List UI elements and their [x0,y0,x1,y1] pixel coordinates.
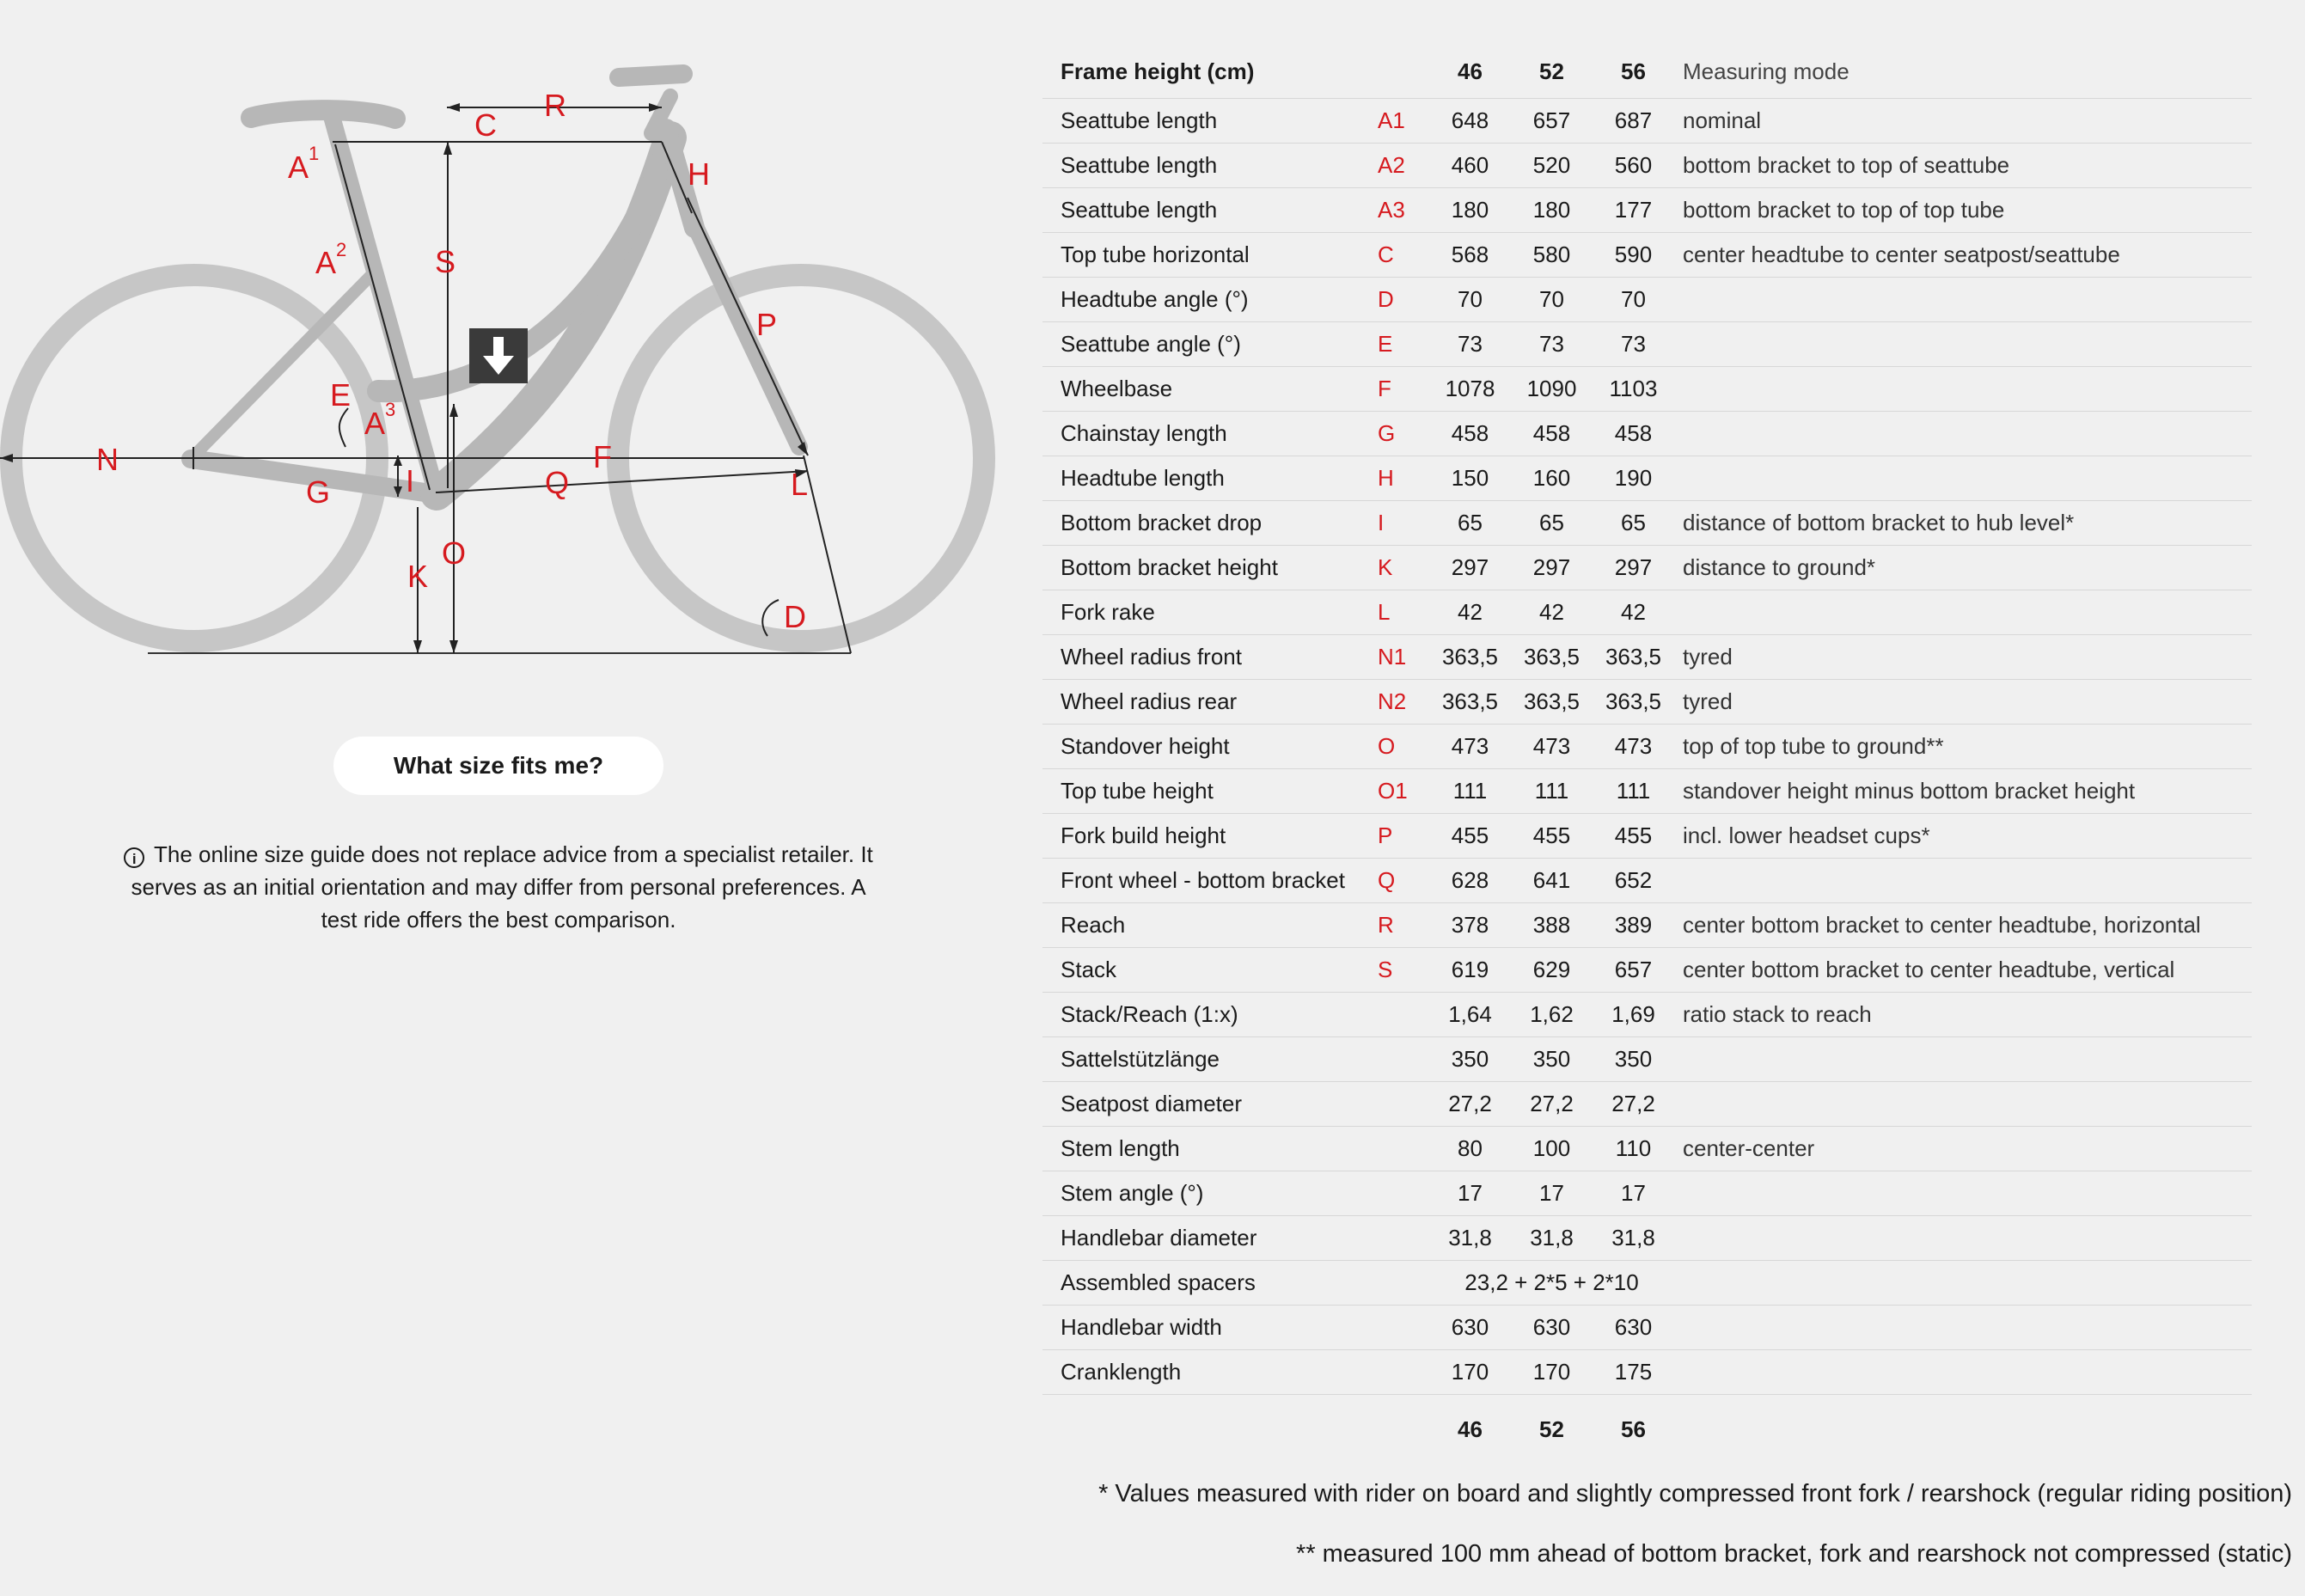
row-code: A1 [1378,99,1429,144]
row-value-56: 630 [1593,1306,1674,1350]
row-value-56: 458 [1593,412,1674,456]
row-value-56: 73 [1593,322,1674,367]
row-value-56: 31,8 [1593,1216,1674,1261]
label-A1: A [288,150,309,185]
table-row [1042,1350,2252,1395]
row-name: Bottom bracket drop [1042,501,1378,546]
label-R: R [544,88,566,123]
row-value-52: 1090 [1511,367,1593,412]
label-E: E [330,377,352,413]
row-code: O1 [1378,769,1429,814]
row-value-52: 42 [1511,590,1593,635]
row-value-46: 17 [1429,1171,1511,1216]
row-value-52: 100 [1511,1127,1593,1171]
header-size-46: 46 [1429,45,1511,99]
header-size-56: 56 [1593,45,1674,99]
row-value-46: 628 [1429,859,1511,903]
row-code [1378,1216,1429,1261]
row-value-52: 70 [1511,278,1593,322]
row-value-46: 458 [1429,412,1511,456]
table-row [1042,1216,2252,1261]
row-value-52: 17 [1511,1171,1593,1216]
row-code: F [1378,367,1429,412]
row-measuring-mode [1674,590,2252,635]
row-measuring-mode: ratio stack to reach [1674,993,2252,1037]
row-measuring-mode [1674,1171,2252,1216]
disclaimer [120,838,877,936]
table-row [1042,1037,2252,1082]
row-code: O [1378,725,1429,769]
row-value-52: 31,8 [1511,1216,1593,1261]
row-value-46: 378 [1429,903,1511,948]
table-row [1042,1306,2252,1350]
footer-size-56: 56 [1621,1416,1646,1442]
diagram-labels [96,88,808,634]
row-value-46: 42 [1429,590,1511,635]
row-value-56: 70 [1593,278,1674,322]
row-value-46: 80 [1429,1127,1511,1171]
row-value-52: 73 [1511,322,1593,367]
row-value-52: 180 [1511,188,1593,233]
row-name: Seattube angle (°) [1042,322,1378,367]
label-F: F [593,439,612,474]
row-name: Fork build height [1042,814,1378,859]
row-code: E [1378,322,1429,367]
label-O: O [442,535,467,571]
row-measuring-mode: distance to ground* [1674,546,2252,590]
row-value-46: 648 [1429,99,1511,144]
row-measuring-mode: center bottom bracket to center headtube, vertical [1674,948,2252,993]
row-code [1378,1127,1429,1171]
row-code: P [1378,814,1429,859]
row-measuring-mode [1674,456,2252,501]
footer-size-52: 52 [1539,1416,1564,1442]
row-name: Front wheel - bottom bracket [1042,859,1378,903]
row-value-52: 657 [1511,99,1593,144]
row-measuring-mode: bottom bracket to top of top tube [1674,188,2252,233]
row-value-56: 177 [1593,188,1674,233]
row-value-46: 31,8 [1429,1216,1511,1261]
row-measuring-mode: nominal [1674,99,2252,144]
saddle [251,110,395,119]
table-row [1042,546,2252,590]
table-row [1042,769,2252,814]
row-value-56: 111 [1593,769,1674,814]
row-measuring-mode: tyred [1674,635,2252,680]
row-name: Bottom bracket height [1042,546,1378,590]
row-value-52: 297 [1511,546,1593,590]
row-code: C [1378,233,1429,278]
table-row [1042,456,2252,501]
row-code [1378,1350,1429,1395]
row-measuring-mode: standover height minus bottom bracket height [1674,769,2252,814]
table-row [1042,590,2252,635]
header-frame-height: Frame height (cm) [1042,45,1378,99]
row-value-52: 641 [1511,859,1593,903]
row-value-46: 568 [1429,233,1511,278]
row-code: N1 [1378,635,1429,680]
header-measuring-mode: Measuring mode [1674,45,2252,99]
row-value-56: 190 [1593,456,1674,501]
row-value-46: 619 [1429,948,1511,993]
row-value-52: 363,5 [1511,680,1593,725]
label-C: C [474,107,497,143]
row-name: Wheelbase [1042,367,1378,412]
row-value-56: 297 [1593,546,1674,590]
row-code: H [1378,456,1429,501]
row-value-46: 73 [1429,322,1511,367]
what-size-fits-me-button[interactable]: What size fits me? [333,737,663,795]
footnote-rider-on-board: * Values measured with rider on board and slightly compressed front fork / rearshock (regular riding position) [1098,1480,2292,1507]
row-value-56: 65 [1593,501,1674,546]
row-measuring-mode [1674,859,2252,903]
row-value-46: 150 [1429,456,1511,501]
row-measuring-mode [1674,367,2252,412]
row-name: Reach [1042,903,1378,948]
row-value-52: 630 [1511,1306,1593,1350]
row-code: G [1378,412,1429,456]
row-value-46: 70 [1429,278,1511,322]
row-value-52: 27,2 [1511,1082,1593,1127]
row-value-56: 657 [1593,948,1674,993]
table-row [1042,948,2252,993]
row-measuring-mode [1674,1350,2252,1395]
row-value-56: 590 [1593,233,1674,278]
table-footer-row [1042,1395,2252,1465]
row-name: Wheel radius front [1042,635,1378,680]
footnote-static-measure: ** measured 100 mm ahead of bottom bracket, fork and rearshock not compressed (static) [1296,1540,2292,1568]
row-name: Stack/Reach (1:x) [1042,993,1378,1037]
row-measuring-mode [1674,322,2252,367]
table-row [1042,993,2252,1037]
label-K: K [407,559,429,594]
row-name: Sattelstützlänge [1042,1037,1378,1082]
table-row [1042,322,2252,367]
row-value-46: 297 [1429,546,1511,590]
table-row [1042,144,2252,188]
row-name: Handlebar width [1042,1306,1378,1350]
label-S: S [435,244,456,279]
row-value-52: 455 [1511,814,1593,859]
table-row [1042,903,2252,948]
row-value-46: 27,2 [1429,1082,1511,1127]
footer-size-46: 46 [1458,1416,1483,1442]
row-name: Handlebar diameter [1042,1216,1378,1261]
row-code: A2 [1378,144,1429,188]
row-value-46: 111 [1429,769,1511,814]
disclaimer-text: The online size guide does not replace advice from a specialist retailer. It serves as an initial orientation and may differ from personal preferences. A test ride offers the best comparison. [131,841,873,933]
down-arrow-icon [469,328,528,383]
row-code: N2 [1378,680,1429,725]
row-value-52: 160 [1511,456,1593,501]
row-code: L [1378,590,1429,635]
table-row [1042,814,2252,859]
header-code [1378,45,1429,99]
row-name: Assembled spacers [1042,1261,1378,1306]
row-value-56: 42 [1593,590,1674,635]
row-value-56: 1,69 [1593,993,1674,1037]
label-P: P [756,307,778,342]
label-L: L [791,467,809,502]
row-code [1378,1171,1429,1216]
table-row [1042,278,2252,322]
row-value-56: 110 [1593,1127,1674,1171]
row-name: Seattube length [1042,99,1378,144]
row-value-56: 1103 [1593,367,1674,412]
row-value-46: 65 [1429,501,1511,546]
row-measuring-mode: center bottom bracket to center headtube, horizontal [1674,903,2252,948]
row-measuring-mode: top of top tube to ground** [1674,725,2252,769]
row-value-52: 473 [1511,725,1593,769]
row-name: Standover height [1042,725,1378,769]
row-name: Stem length [1042,1127,1378,1171]
row-code: K [1378,546,1429,590]
row-value-52: 1,62 [1511,993,1593,1037]
row-measuring-mode [1674,1261,2252,1306]
row-value-56: 363,5 [1593,635,1674,680]
row-name: Cranklength [1042,1350,1378,1395]
row-value-46: 363,5 [1429,680,1511,725]
row-value-56: 687 [1593,99,1674,144]
row-code [1378,993,1429,1037]
table-row [1042,680,2252,725]
header-size-52: 52 [1511,45,1593,99]
handlebar [619,74,683,77]
row-value-56: 17 [1593,1171,1674,1216]
row-value-46: 180 [1429,188,1511,233]
row-code [1378,1037,1429,1082]
table-row [1042,188,2252,233]
table-row [1042,1171,2252,1216]
label-H: H [688,156,710,192]
table-header-row [1042,45,2252,99]
row-value-46: 460 [1429,144,1511,188]
table-row [1042,859,2252,903]
row-name: Top tube horizontal [1042,233,1378,278]
row-name: Stem angle (°) [1042,1171,1378,1216]
row-code [1378,1306,1429,1350]
row-code [1378,1082,1429,1127]
table-row [1042,367,2252,412]
label-D: D [784,599,806,634]
row-value-56: 389 [1593,903,1674,948]
row-name: Seatpost diameter [1042,1082,1378,1127]
label-A3: A [364,406,386,441]
table-row [1042,1082,2252,1127]
row-name: Fork rake [1042,590,1378,635]
row-value-52: 580 [1511,233,1593,278]
row-value-56: 560 [1593,144,1674,188]
table-row [1042,725,2252,769]
row-value-52: 520 [1511,144,1593,188]
row-value-46: 363,5 [1429,635,1511,680]
geometry-table [1042,45,2252,1464]
row-value-56: 473 [1593,725,1674,769]
row-value-52: 350 [1511,1037,1593,1082]
row-code: S [1378,948,1429,993]
row-value-46: 1,64 [1429,993,1511,1037]
row-value-56: 652 [1593,859,1674,903]
row-value-56: 455 [1593,814,1674,859]
row-value-52: 65 [1511,501,1593,546]
table-row [1042,1261,2252,1306]
row-measuring-mode: incl. lower headset cups* [1674,814,2252,859]
row-measuring-mode: distance of bottom bracket to hub level* [1674,501,2252,546]
row-value-52: 363,5 [1511,635,1593,680]
fork [692,219,799,447]
label-N: N [96,442,119,477]
bike-geometry-diagram [0,52,1014,670]
row-name: Top tube height [1042,769,1378,814]
row-value-56: 27,2 [1593,1082,1674,1127]
table-row [1042,233,2252,278]
row-measuring-mode: center-center [1674,1127,2252,1171]
row-value-46: 170 [1429,1350,1511,1395]
row-code [1378,1261,1429,1306]
label-I: I [406,463,415,498]
table-row [1042,99,2252,144]
row-code: A3 [1378,188,1429,233]
table-row [1042,501,2252,546]
label-A2-sup: 2 [336,239,347,260]
row-measuring-mode: tyred [1674,680,2252,725]
row-code: I [1378,501,1429,546]
row-name: Headtube length [1042,456,1378,501]
label-G: G [306,474,331,510]
row-value-46: 473 [1429,725,1511,769]
row-measuring-mode [1674,412,2252,456]
row-measuring-mode [1674,1082,2252,1127]
row-name: Seattube length [1042,188,1378,233]
row-measuring-mode [1674,278,2252,322]
row-measuring-mode [1674,1216,2252,1261]
row-value-46: 630 [1429,1306,1511,1350]
row-name: Chainstay length [1042,412,1378,456]
label-A3-sup: 3 [385,399,396,420]
table-row [1042,1127,2252,1171]
row-name: Headtube angle (°) [1042,278,1378,322]
label-Q: Q [545,465,570,500]
row-value-46: 455 [1429,814,1511,859]
table-row [1042,412,2252,456]
label-A1-sup: 1 [309,143,320,164]
row-measuring-mode [1674,1037,2252,1082]
row-code: R [1378,903,1429,948]
row-value-52: 111 [1511,769,1593,814]
row-code: D [1378,278,1429,322]
row-value-span: 23,2 + 2*5 + 2*10 [1429,1261,1674,1306]
row-code: Q [1378,859,1429,903]
row-value-46: 1078 [1429,367,1511,412]
label-A2: A [315,245,337,280]
row-value-46: 350 [1429,1037,1511,1082]
row-value-56: 363,5 [1593,680,1674,725]
row-name: Wheel radius rear [1042,680,1378,725]
row-measuring-mode: center headtube to center seatpost/seattube [1674,233,2252,278]
row-value-56: 175 [1593,1350,1674,1395]
row-measuring-mode [1674,1306,2252,1350]
info-icon: i [124,847,144,868]
row-name: Stack [1042,948,1378,993]
row-value-52: 458 [1511,412,1593,456]
row-name: Seattube length [1042,144,1378,188]
row-value-56: 350 [1593,1037,1674,1082]
row-value-52: 388 [1511,903,1593,948]
row-value-52: 629 [1511,948,1593,993]
row-measuring-mode: bottom bracket to top of seattube [1674,144,2252,188]
table-row [1042,635,2252,680]
row-value-52: 170 [1511,1350,1593,1395]
